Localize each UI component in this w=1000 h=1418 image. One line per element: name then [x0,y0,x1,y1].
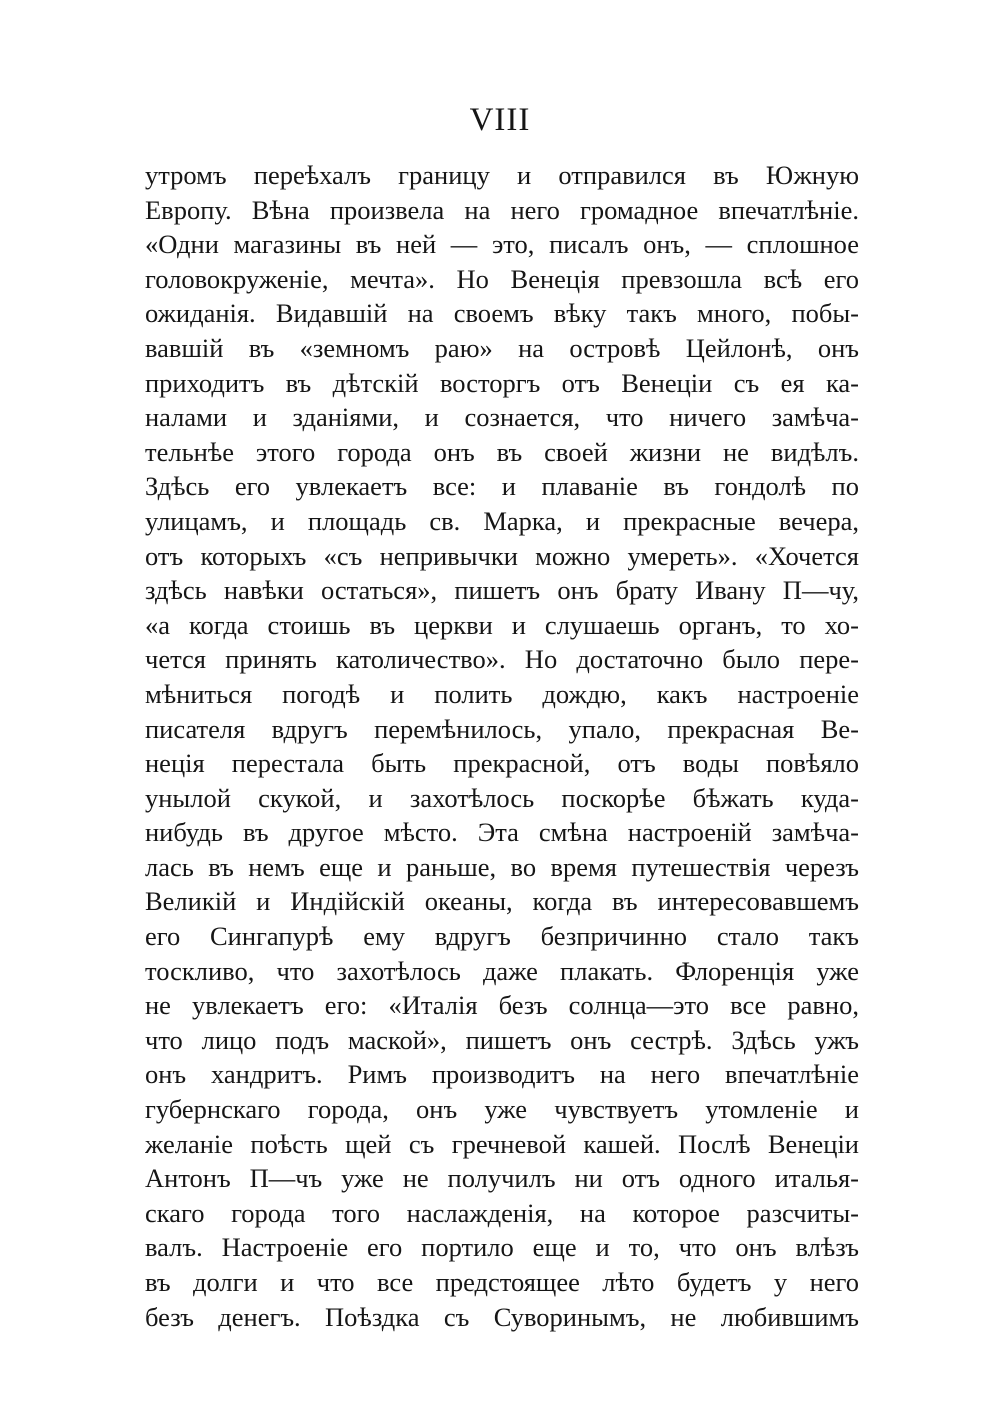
text-line: неція перестала быть прекрасной, отъ воды повѣяло [145,748,859,779]
text-line: Антонъ П—чъ уже не получилъ ни отъ одного италья- [145,1163,859,1194]
text-line: унылой скукой, и захотѣлось поскорѣе бѣжать куда- [145,782,859,813]
text-line: безъ денегъ. Поѣздка съ Суворинымъ, не любившимъ [145,1301,859,1332]
text-line: утромъ переѣхалъ границу и отправился въ Южную [145,160,859,190]
text-line: Европу. Вѣна произвела на него громадное впечатлѣніе. [145,194,859,225]
text-line: «а когда стоишь въ церкви и слушаешь органъ, то хо- [145,609,859,640]
text-line: лась въ немъ еще и раньше, во время путешествія черезъ [145,851,859,882]
text-line: улицамъ, и площадь св. Марка, и прекрасные вечера, [145,505,859,536]
text-line: налами и зданіями, и сознается, что ничего замѣча- [145,402,859,433]
text-line: желаніе поѣсть щей съ гречневой кашей. Послѣ Венеціи [145,1128,859,1159]
text-line: «Одни магазины въ ней — это, писалъ онъ, — сплошное [145,229,859,260]
text-line: вавшій въ «земномъ раю» на островѣ Цейлонѣ, онъ [145,332,859,363]
text-line: онъ хандритъ. Римъ производитъ на него впечатлѣніе [145,1059,859,1090]
text-line: скаго города того наслажденія, на которое разсчиты- [145,1197,859,1228]
text-line: валъ. Настроеніе его портило еще и то, что онъ влѣзъ [145,1232,859,1263]
text-line: Здѣсь его увлекаетъ все: и плаваніе въ гондолѣ по [145,471,859,502]
text-line: что лицо подъ маской», пишетъ онъ сестрѣ. Здѣсь ужъ [145,1024,859,1055]
text-line: головокруженіе, мечта». Но Венеція превзошла всѣ его [145,263,859,294]
text-line: нибудь въ другое мѣсто. Эта смѣна настроеній замѣча- [145,817,859,848]
text-line: въ долги и что все предстоящее лѣто будетъ у него [145,1267,859,1297]
text-line: чется принять католичество». Но достаточно было пере- [145,644,859,675]
text-line: ожиданія. Видавшій на своемъ вѣку такъ много, побы- [145,298,859,329]
text-line: приходитъ въ дѣтскій восторгъ отъ Венеціи съ ея ка- [145,367,859,398]
text-line: тельнѣе этого города онъ въ своей жизни не видѣлъ. [145,436,859,467]
text-line: тоскливо, что захотѣлось даже плакать. Флоренція уже [145,955,859,986]
text-line: не увлекаетъ его: «Италія безъ солнца—это все равно, [145,990,859,1021]
text-line: отъ которыхъ «съ непривычки можно умереть». «Хочется [145,540,859,571]
text-line: его Сингапурѣ ему вдругъ безпричинно стало такъ [145,921,859,952]
text-line: Великій и Индійскій океаны, когда въ интересовавшемъ [145,886,859,917]
text-line: писателя вдругъ перемѣнилось, упало, прекрасная Ве- [145,713,859,744]
text-line: мѣниться погодѣ и полить дождю, какъ настроеніе [145,678,859,709]
body-text [145,158,859,1334]
text-line: здѣсь навѣки остаться», пишетъ онъ брату Ивану П—чу, [145,575,859,606]
text-line: губернскаго города, онъ уже чувствуетъ утомленіе и [145,1094,859,1125]
page-number: VIII [469,102,531,138]
